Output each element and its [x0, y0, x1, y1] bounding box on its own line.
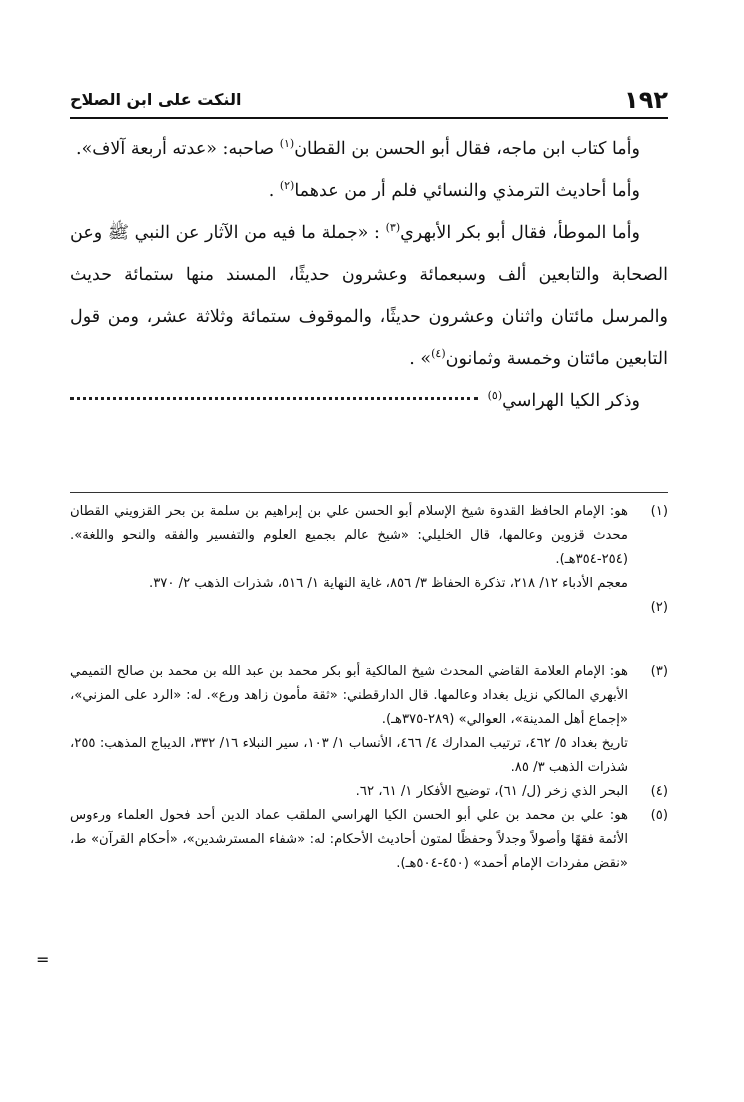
footnote-4: [70, 780, 668, 804]
footnote-number: (٤): [650, 784, 668, 799]
header-rule: [70, 117, 668, 119]
footnote-number: (١): [650, 504, 668, 519]
paragraph-muwatta: وأما الموطأ، فقال أبو بكر الأبهري$^{(٣)}$ : «جملة ما فيه من الآثار عن النبي ﷺ وعن الصحابة والتابعين ألف وسبعمائة وعشرون حديثًا، المسند منها ستمائة حديث والمرسل مائتان واثنان وعشرون حديثًا، والموقوف ستمائة وثلاثة عشر، ومن قول التابعين مائتان وخمسة وثمانون$^{(٤)}$» .: [70, 221, 668, 369]
footnote-separator: [70, 492, 668, 493]
page-header: [70, 84, 668, 118]
footnote-ref-1: (١): [279, 137, 295, 151]
running-title: النكت على ابن الصلاح: [70, 90, 242, 109]
footnote-number: (٣): [650, 664, 668, 679]
footnote-references: تاريخ بغداد ٥/ ٤٦٢، ترتيب المدارك ٤/ ٤٦٦، الأنساب ١/ ١٠٣، سير النبلاء ١٦/ ٣٣٢، الديباج المذهب: ٢٥٥، شذرات الذهب ٣/ ٨٥.: [70, 736, 628, 775]
footnotes: [70, 500, 668, 876]
footnote-2: [70, 596, 668, 620]
ellipsis-dots: [70, 397, 478, 400]
footnote-references: معجم الأدباء ١٢/ ٢١٨، تذكرة الحفاظ ٣/ ٨٥٦، غاية النهاية ١/ ٥١٦، شذرات الذهب ٢/ ٣٧٠.: [149, 576, 628, 591]
footnote-number: (٥): [650, 808, 668, 823]
footnote-text: هو: علي بن محمد بن علي أبو الحسن الكيا الهراسي الملقب عماد الدين أحد فحول العلماء ورءوس الأئمة فقهًا وأصولاً وجدلاً وحفظًا لمتون أحاديث الأحكام: له: «شفاء المسترشدين»، «أحكام القرآن» ط، «نقض مفردات الإمام أحمد» (٤٥٠-٥٠٤هـ).: [70, 808, 628, 871]
footnote-ref-3: (٣): [385, 221, 401, 235]
footnote-3: [70, 660, 668, 780]
page-number: ١٩٢: [624, 86, 668, 114]
footnote-1: [70, 500, 668, 596]
footnote-5: [70, 804, 668, 876]
footnote-text: هو: الإمام العلامة القاضي المحدث شيخ المالكية أبو بكر محمد بن عبد الله بن محمد بن صالح التميمي الأبهري المالكي نزيل بغداد وعالمها. قال الدارقطني: «ثقة مأمون زاهد ورع». له: «الرد على المزني»، «إجماع أهل المدينة»، العوالي» (٢٨٩-٣٧٥هـ).: [70, 664, 628, 727]
footnote-text: البحر الذي زخر (ل/ ٦١)، توضيح الأفكار ١/ ٦١، ٦٢.: [355, 784, 628, 799]
paragraph-kiya-harasi: وذكر الكيا الهراسي$^{(٥)}$: [70, 380, 668, 422]
continuation-mark: =: [36, 950, 50, 969]
paragraph-ibn-majah: وأما كتاب ابن ماجه، فقال أبو الحسن بن القطان$^{(١)}$ صاحبه: «عدته أربعة آلاف».: [76, 137, 640, 159]
footnote-ref-5: (٥): [487, 389, 503, 403]
footnote-ref-2: (٢): [279, 179, 295, 193]
main-text: [70, 128, 668, 422]
footnote-ref-4: (٤): [431, 347, 446, 361]
paragraph-tirmidhi-nasai: وأما أحاديث الترمذي والنسائي فلم أر من عدهما$^{(٢)}$ .: [268, 179, 640, 201]
footnote-number: (٢): [650, 600, 668, 615]
footnote-text: هو: الإمام الحافظ القدوة شيخ الإسلام أبو الحسن علي بن إبراهيم بن سلمة بن بحر القزويني القطان محدث قزوين وعالمها، قال الخليلي: «شيخ عالم بجميع العلوم والتفسير والفقه والنحو واللغة». (٢٥٤-٣٥٤هـ).: [70, 504, 628, 567]
